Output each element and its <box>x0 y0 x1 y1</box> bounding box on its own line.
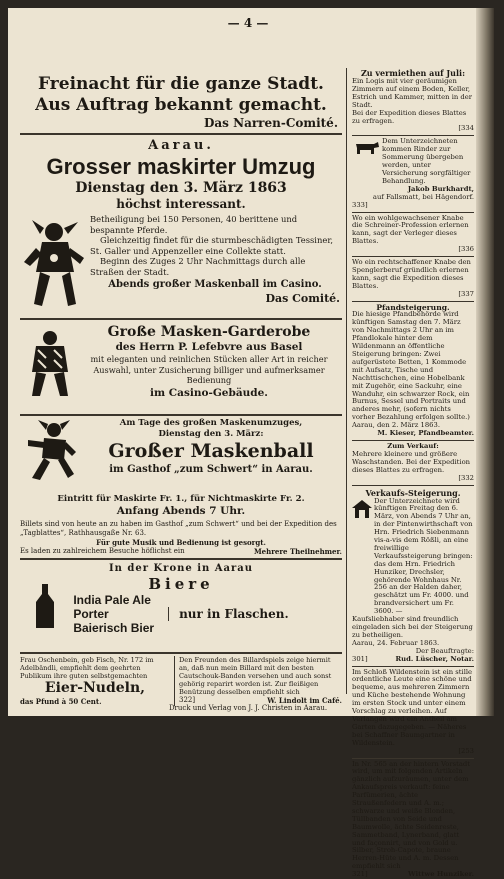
billard-signature: W. Lindolt im Café. <box>267 696 342 705</box>
freinacht-heading: Freinacht für die ganze Stadt. <box>38 74 324 94</box>
billard-number: 322] <box>179 696 196 704</box>
imprint: Druck und Verlag von J. J. Christen in Aarau. <box>168 704 328 712</box>
nudel-price: das Pfund à 50 Cent. <box>20 697 102 706</box>
billard-text: Den Freunden des Billardspiels zeige hiermit an, daß nun mein Billard mit den besten Cautschouk-Banden versehen und auch sonst gehörig reparirt worden ist. Zur fleißigen Benützung desselben empfiehlt sich <box>179 656 332 696</box>
house-icon <box>352 500 372 518</box>
garderobe-title: Große Masken-Garderobe <box>107 324 311 340</box>
krone-block <box>20 562 342 650</box>
harlequin-figure-icon <box>24 328 76 398</box>
vorstadt-number: 321] <box>352 870 368 879</box>
steigerung-ad <box>352 498 474 617</box>
jester-figure-icon <box>22 218 88 314</box>
verkauf-number: [332 <box>458 473 474 482</box>
maskenball-tickets: Billets sind von heute an zu haben im Gasthof „zum Schwert“ und bei der Expedition des „Tagblattes“, Rathhausgaße Nr. 63. <box>20 520 337 537</box>
wildenstein-number: [253 <box>458 746 474 755</box>
divider <box>352 666 474 667</box>
nudel-title: Eier-Nudeln, <box>44 680 146 696</box>
divider <box>20 652 342 654</box>
auftrag-heading: Aus Auftrag bekannt gemacht. <box>35 95 327 115</box>
verkauf-title: Zum Verkauf: <box>387 441 439 450</box>
billard-ad <box>175 656 342 706</box>
vorstadt-signature: Wittwe Hunziker. <box>407 870 474 879</box>
beer-item: Baierisch Bier <box>73 621 155 635</box>
beer-bottles-note: nur in Flaschen. <box>168 607 289 621</box>
comite-signature: Das Comité. <box>265 291 340 305</box>
garderobe-text: mit eleganten und reinlichen Stücken aller Art in reicher Auswahl, unter Zusicherung billiger und aufmerksamer Bedienung <box>90 354 328 385</box>
newspaper-page <box>8 8 488 879</box>
divider <box>352 256 474 257</box>
divider <box>352 485 474 486</box>
biere-title: Biere <box>148 575 214 593</box>
verkauf-text: Mehrere kleinere und größere Waschstanden. Bei der Expedition dieses Blattes zu erfragen. <box>352 449 471 474</box>
umzug-date-line: Dienstag den 3. März: <box>158 429 264 439</box>
umzug-date: Dienstag den 3. März 1863 <box>75 180 287 196</box>
bottom-ads <box>20 656 342 706</box>
beer-item: India Pale Ale <box>73 593 151 607</box>
beer-item: Porter <box>73 607 109 621</box>
maskenball-title: Großer Maskenball <box>108 440 314 462</box>
maskenball-block <box>20 418 342 494</box>
divider <box>352 301 474 302</box>
schreiner-number: [336 <box>458 245 474 254</box>
steigerung-text: Der Unterzeichnete wird künftigen Freitag den 6. März, von Abends 7 Uhr an, in der Pintenwirthschaft von Hrn. Friedrich Siebenmann vis-a-vis dem Rößli, an eine freiwillige Verkaufssteigerung bringen: das dem Hrn. Friedrich Hunziker, Drechsler, gehörende Wohnhaus Nr. 256 an der Halden daher, geschätzt um Fr. 4000. und brandversichert um Fr. 3600. — <box>374 496 473 616</box>
garderobe-owner: des Herrn P. Lefebvre aus Basel <box>115 341 303 353</box>
steigerung-title: Verkaufs-Steigerung. <box>365 487 461 498</box>
umzug-collection: Gleichzeitig findet für die sturmbeschädigten Tessiner, St. Galler und Appenzeller eine Collekte statt. <box>90 235 334 256</box>
nudel-text: Frau Oschenbein, geb Fisch, Nr. 172 im Adelbändli, empfiehlt dem geehrten Publikum ihre guten selbstgemachten <box>20 656 154 680</box>
columns <box>20 68 474 879</box>
divider <box>352 758 474 759</box>
page-number: — 4 — <box>227 16 269 30</box>
steigerung-date: Aarau, 24. Februar 1863. <box>352 638 440 647</box>
steigerung-invitation: Kaufsliebhaber sind freundlich eingeladen sich bei der Steigerung zu betheiligen. <box>352 615 473 639</box>
steigerung-number: 301] <box>352 654 368 663</box>
dancing-jester-icon <box>24 420 78 482</box>
casino-ball: Abends großer Maskenball im Casino. <box>108 278 322 290</box>
pfand-date: Aarau, den 2. März 1863. <box>352 421 440 430</box>
steigerung-agent: Der Beauftragte: <box>415 646 474 655</box>
divider <box>20 414 342 416</box>
pfand-signature: M. Kieser, Pfandbeamter. <box>377 429 474 438</box>
garderobe-block <box>20 322 342 412</box>
rinder-signature: Jakob Burkhardt, <box>407 184 474 193</box>
pfand-text: Die hiesige Pfandbehörde wird künftigen Samstag den 7. März von Nachmittags 2 Uhr an im Pfandlokale hinter dem Wildenmann an öffentliche Steigerung bringen: Zwei aufgerüstete Betten, 1 Kommode mit Aufsatz, Tische und Nachttischchen, eine Hobelbank mit Zugehör, eine Sackuhr, eine Wanduhr, ein schwarzer Rock, ein Burnus, Sessel und Portraits und anderes mehr, (sofern nichts vorher Bezahlung erfolgen sollte.) <box>352 310 470 422</box>
schreiner-text: Wo ein wohlgewachsener Knabe die Schreiner-Profession erlernen kann, sagt der Verleger dieses Blattes. <box>352 213 469 246</box>
left-column <box>20 68 342 706</box>
garderobe-location: im Casino-Gebäude. <box>150 386 268 399</box>
logis-text: Ein Logis mit vier geräumigen Zimmern auf einem Boden, Keller, Estrich und Kammer, mitten in der Stadt. <box>352 77 473 109</box>
umzug-participants: Betheiligung bei 150 Personen, 40 berittene und bespannte Pferde. <box>90 214 298 235</box>
wildenstein-text: Im Schloß Wildenstein ist ein stille ordentliche Leute eine schöne und bequeme, aus mehreren Zimmern und Küche bestehende Wohnung im ersten Stock und unter einem Vorschlag zu verleihen. Auf Verlangen wird ein Antheil am Garten dazugegeben. — Näheres bei Schaffner Baumgartner in Wildenstein. <box>352 667 473 747</box>
vorstadt-text: In Nr. 565 an der hintern Vorstadt wird, um mit folgenden Artikeln gänzlich aufzuräumen, unter dem Ankaufspreis verkauft: feine Parfümerien, ächte Straußenfedern und A. m.; schwarze und weiße Blonden, Tüllbanden von Seide und Baumwolle, ächte Seidenreste, Sammetband, Lynerband, glatt und façonnirt, und von Gold u. Silber, Stroh-Capote, braune Herren-Hüte und A. m. Dessen empfiehlt sich <box>352 759 470 871</box>
divider <box>20 318 342 320</box>
umzug-block <box>20 212 342 316</box>
rinder-ad <box>352 138 474 185</box>
rinder-location: auf Fallsmatt, bei Hägendorf. <box>372 192 474 201</box>
maskenball-music: Für gute Musik und Bedienung ist gesorgt. <box>96 538 266 547</box>
divider <box>20 133 342 135</box>
maskenball-signature: Mehrere Theilnehmer. <box>253 547 342 556</box>
column-rule <box>346 68 347 694</box>
rinder-text: Dem Unterzeichneten kommen Rinder zur Sommerung übergeben werden, unter Versicherung sorgfältiger Behandlung. <box>382 137 471 185</box>
maskenball-start: Anfang Abends 7 Uhr. <box>116 505 246 517</box>
maskenball-venue: im Gasthof „zum Schwert“ in Aarau. <box>109 464 313 475</box>
umzug-interest: höchst interessant. <box>116 197 246 211</box>
krone-title: In der Krone in Aarau <box>108 563 254 574</box>
umzug-day-line: Am Tage des großen Maskenumzuges, <box>119 418 303 428</box>
maskenball-invitation: Es laden zu zahlreichem Besuche höflichst ein <box>20 547 185 555</box>
nudel-ad <box>20 656 175 706</box>
umzug-title: Grosser maskirter Umzug <box>46 154 316 179</box>
divider <box>352 212 474 213</box>
book-spine <box>476 8 494 716</box>
maskenball-entry: Eintritt für Maskirte Fr. 1., für Nichtmaskirte Fr. 2. <box>57 494 305 504</box>
spengler-number: [337 <box>458 289 474 298</box>
rinder-number: 333] <box>352 200 368 209</box>
divider <box>20 558 342 560</box>
logis-number: [334 <box>458 124 474 133</box>
narren-comite-signature: Das Narren-Comité. <box>203 116 338 130</box>
divider <box>352 135 474 136</box>
umzug-start: Beginn des Zuges 2 Uhr Nachmittags durch alle Straßen der Stadt. <box>90 256 306 277</box>
pfand-title: Pfandsteigerung. <box>376 302 450 312</box>
beer-list <box>73 593 154 635</box>
spengler-text: Wo ein rechtschaffener Knabe den Spenglerberuf gründlich erlernen kann, sagt die Expedition dieses Blattes. <box>352 258 471 290</box>
logis-contact: Bei der Expedition dieses Blattes zu erfragen. <box>352 108 467 125</box>
cow-icon <box>352 140 380 156</box>
divider <box>352 440 474 441</box>
right-column <box>352 68 474 879</box>
beer-bottle-icon <box>34 584 56 628</box>
logis-title: Zu vermiethen auf Juli: <box>360 68 466 78</box>
town-heading: Aarau. <box>148 138 214 153</box>
steigerung-signature: Rud. Lüscher, Notar. <box>395 654 474 663</box>
